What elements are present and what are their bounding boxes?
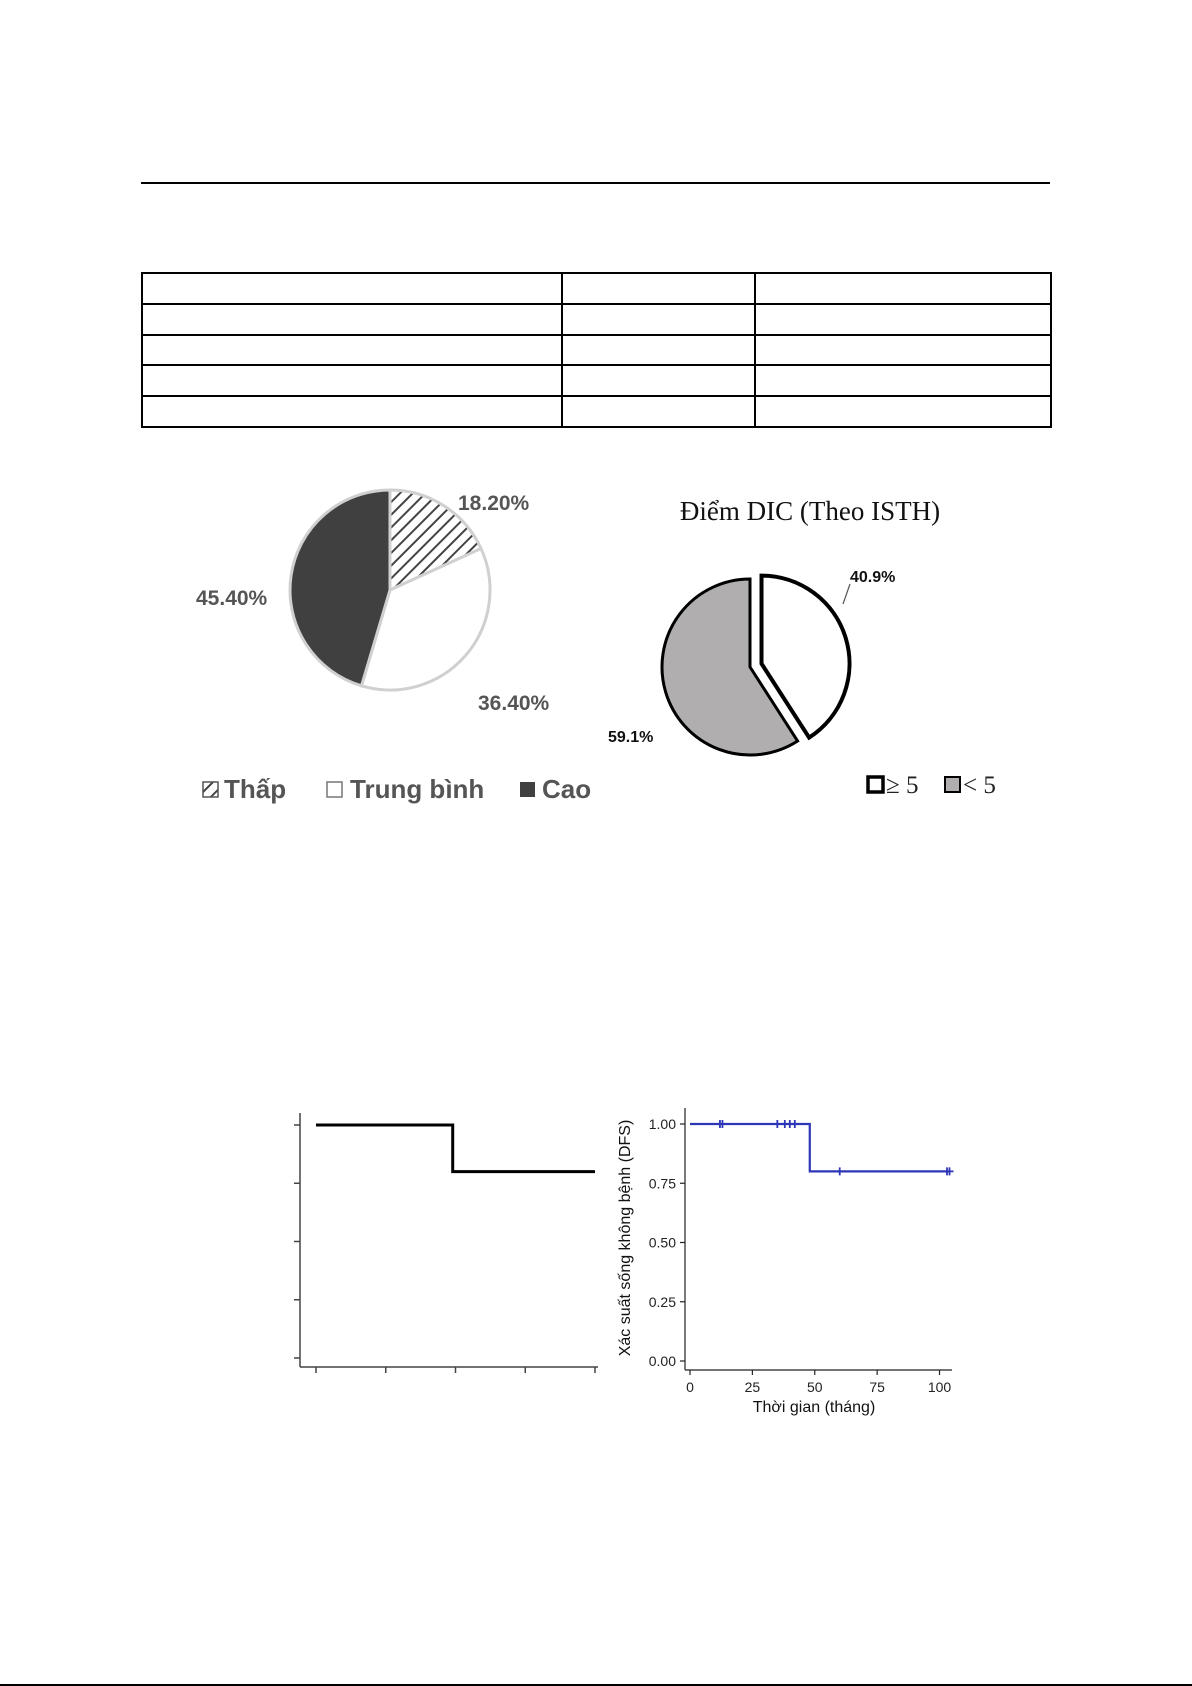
table-cell — [562, 335, 755, 366]
table-cell — [755, 335, 1051, 366]
table-cell — [142, 304, 562, 335]
survival-plot-black — [280, 1105, 600, 1380]
censor-mark — [773, 1120, 781, 1128]
dfs-y-tick-label: 0.00 — [648, 1353, 676, 1369]
table-cell — [142, 396, 562, 427]
dfs-x-tick-label: 50 — [806, 1379, 823, 1395]
legend-lt5-swatch — [945, 777, 960, 792]
legend-cao: Cao — [542, 774, 592, 804]
dfs-x-label: Thời gian (tháng) — [752, 1399, 876, 1416]
table-cell — [562, 365, 755, 396]
table-row — [142, 273, 1051, 304]
risk-pie-chart — [170, 480, 620, 820]
censor-mark — [836, 1167, 844, 1175]
legend-trung-binh: Trung bình — [350, 774, 485, 804]
dfs-x-tick-label: 100 — [927, 1379, 952, 1395]
dfs-x-tick-label: 75 — [869, 1379, 885, 1395]
dfs-y-tick-label: 0.50 — [648, 1234, 676, 1251]
table-cell — [142, 335, 562, 366]
table-cell — [755, 365, 1051, 396]
dic-chart-title: Điểm DIC (Theo ISTH) — [679, 496, 941, 526]
pie1-label-trung-binh: 36.40% — [478, 692, 550, 715]
censor-mark — [791, 1120, 799, 1128]
legend-dark-swatch — [520, 782, 535, 797]
legend-ge5-swatch — [868, 777, 883, 792]
table-row — [142, 365, 1051, 396]
pie2-label-ge5: 40.9% — [850, 569, 896, 586]
table-cell — [562, 304, 755, 335]
table-cell — [755, 273, 1051, 304]
table-cell — [562, 396, 755, 427]
survival-step-line — [316, 1125, 595, 1172]
blank-table — [141, 272, 1052, 428]
table-cell — [755, 396, 1051, 427]
dfs-survival-plot — [612, 1098, 972, 1423]
legend-white-swatch — [327, 782, 342, 797]
pie1-label-cao: 45.40% — [196, 587, 268, 610]
dic-pie-chart — [600, 480, 1020, 810]
table-cell — [142, 365, 562, 396]
pie1-label-thap: 18.20% — [458, 492, 530, 515]
table-cell — [755, 304, 1051, 335]
dfs-y-tick-label: 0.25 — [648, 1293, 676, 1310]
pie2-label-lt5: 59.1% — [608, 729, 654, 746]
top-rule — [141, 182, 1050, 184]
table-row — [142, 396, 1051, 427]
table-cell — [142, 273, 562, 304]
dfs-y-tick-label: 1.00 — [648, 1116, 676, 1132]
legend-ge5: ≥ 5 — [886, 772, 919, 799]
table-row — [142, 304, 1051, 335]
dfs-step-line — [690, 1124, 950, 1171]
dfs-y-label: Xác suất sống không bệnh (DFS) — [617, 1119, 634, 1357]
dfs-x-tick-label: 0 — [686, 1379, 694, 1395]
table-cell — [562, 273, 755, 304]
table-row — [142, 335, 1051, 366]
leader-line — [843, 584, 850, 604]
legend-lt5: < 5 — [963, 772, 996, 799]
legend-thap: Thấp — [224, 774, 287, 804]
dfs-x-tick-label: 25 — [744, 1379, 761, 1395]
legend-hatch-swatch — [203, 782, 218, 797]
dfs-y-tick-label: 0.75 — [648, 1175, 676, 1192]
